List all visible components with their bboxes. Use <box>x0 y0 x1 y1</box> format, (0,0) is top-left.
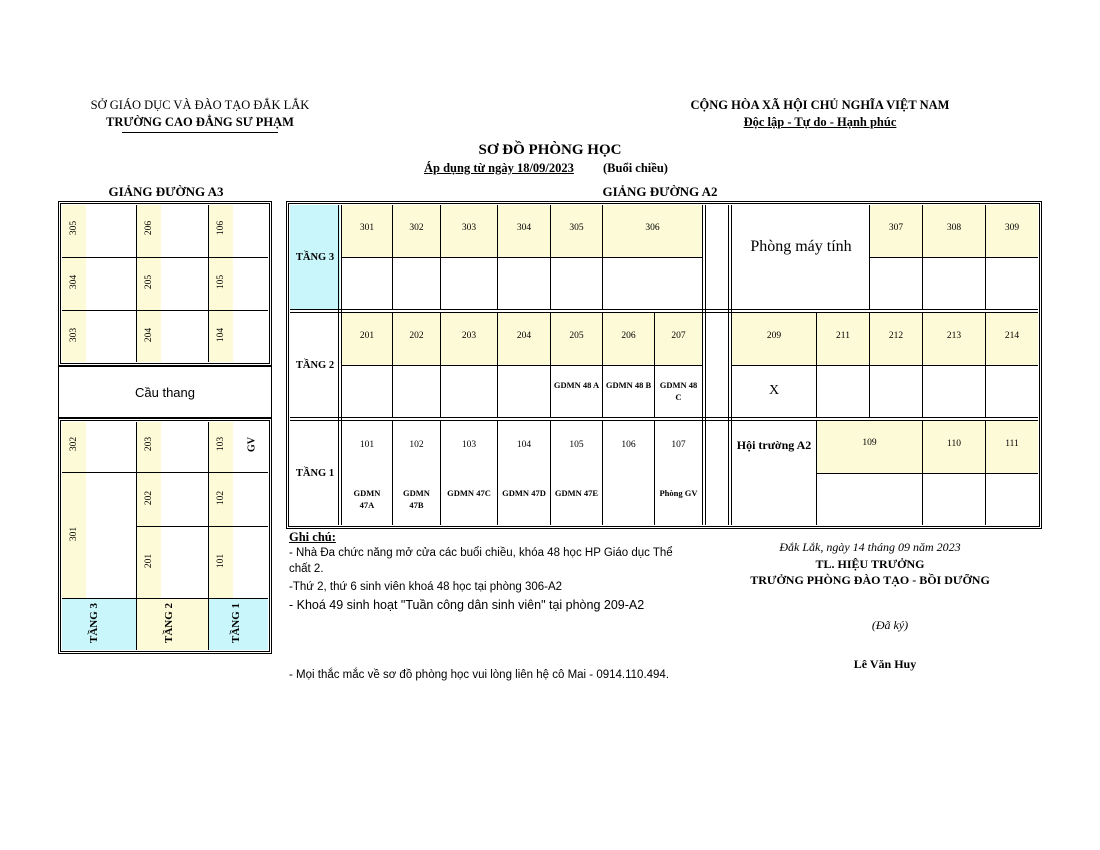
room-303: 303 <box>69 327 79 343</box>
a2-room-305: 305 <box>569 223 584 233</box>
a2-class-105: GDMN 47E <box>554 488 599 498</box>
a3-bottom-grid <box>62 422 268 650</box>
room-102: 102 <box>216 490 226 506</box>
room-304: 304 <box>69 274 79 290</box>
a2-room-105: 105 <box>569 440 584 450</box>
room-203: 203 <box>144 436 154 452</box>
signer-name: Lê Văn Huy <box>853 657 917 671</box>
room-104: 104 <box>216 327 226 343</box>
stairs-label: Cầu thang <box>135 384 195 400</box>
a2-room-303: 303 <box>461 223 477 233</box>
room-101: 101 <box>216 553 226 569</box>
sign-role-2: TRƯỞNG PHÒNG ĐÀO TẠO - BỒI DƯỠNG <box>750 573 990 587</box>
a2-class-103: GDMN 47C <box>447 488 491 498</box>
a2-room-204: 204 <box>516 331 532 341</box>
a2-room-304: 304 <box>516 223 532 233</box>
a2-room-209: 209 <box>766 331 782 341</box>
signed-mark: (Đã ký) <box>871 618 909 632</box>
room-205: 205 <box>144 274 154 290</box>
a2-room-109: 109 <box>862 438 877 448</box>
a2-floor-1: TẦNG 1 <box>295 467 335 479</box>
a2-room-308: 308 <box>946 223 962 233</box>
session-label: (Buổi chiều) <box>603 161 668 175</box>
gv-label: GV <box>246 437 258 452</box>
a3-title: GIẢNG ĐƯỜNG A3 <box>108 184 224 199</box>
a2-room-207: 207 <box>671 331 686 341</box>
school-name: TRƯỜNG CAO ĐẲNG SƯ PHẠM <box>106 115 294 129</box>
a2-room-104: 104 <box>516 440 532 450</box>
a2-room-102: 102 <box>409 440 424 450</box>
hall-a2: Hội trường A2 <box>736 438 812 452</box>
a2-room-302: 302 <box>409 223 424 233</box>
a2-room-103: 103 <box>461 440 477 450</box>
ministry-name: SỞ GIÁO DỤC VÀ ĐÀO TẠO ĐẮK LẮK <box>90 98 310 112</box>
a2-room-214: 214 <box>1004 331 1020 341</box>
sign-date: Đắk Lắk, ngày 14 tháng 09 năm 2023 <box>779 540 961 554</box>
a2-class-104: GDMN 47D <box>502 488 546 498</box>
nation-motto: Độc lập - Tự do - Hạnh phúc <box>743 115 897 129</box>
note-line-4: - Mọi thắc mắc về sơ đồ phòng học vui lòng liên hệ cô Mai - 0914.110.494. <box>289 669 670 681</box>
a2-room-111: 111 <box>1005 439 1019 449</box>
a2-room-213: 213 <box>946 331 962 341</box>
room-305: 305 <box>69 220 79 236</box>
notes-title: Ghi chú: <box>289 530 336 544</box>
room-204: 204 <box>144 327 154 343</box>
a2-class-207: GDMN 48 C <box>659 380 698 402</box>
a2-room-205: 205 <box>569 331 584 341</box>
a2-title: GIẢNG ĐƯỜNG A2 <box>602 184 718 199</box>
x-mark: X <box>768 383 780 398</box>
nation-name: CỘNG HÒA XÃ HỘI CHỦ NGHĨA VIỆT NAM <box>690 98 950 112</box>
a2-grid <box>290 205 1038 525</box>
a2-class-101: GDMN 47A <box>353 488 381 510</box>
a2-room-212: 212 <box>888 331 904 341</box>
a2-room-211: 211 <box>836 331 850 341</box>
a2-room-202: 202 <box>409 331 424 341</box>
a2-class-102: GDMN 47B <box>403 488 430 510</box>
a2-room-306: 306 <box>645 223 660 233</box>
a3-floor-3: TẦNG 3 <box>88 602 100 644</box>
room-103: 103 <box>216 436 226 452</box>
note-line-1a: - Nhà Đa chức năng mở cửa các buổi chiều, khóa 48 học HP Giáo dục Thể <box>289 547 673 559</box>
a2-class-107: Phòng GV <box>659 488 698 498</box>
computer-room: Phòng máy tính <box>750 238 852 255</box>
a2-room-101: 101 <box>359 440 375 450</box>
a2-floor-3: TẦNG 3 <box>295 251 335 263</box>
room-302: 302 <box>69 436 79 452</box>
a2-room-110: 110 <box>947 439 961 449</box>
a2-room-203: 203 <box>461 331 477 341</box>
page-title: SƠ ĐỒ PHÒNG HỌC <box>478 142 622 158</box>
room-202: 202 <box>144 490 154 506</box>
a2-room-206: 206 <box>621 331 636 341</box>
a2-room-106: 106 <box>621 440 636 450</box>
a2-room-201: 201 <box>359 331 375 341</box>
a2-class-206: GDMN 48 B <box>605 380 652 390</box>
room-301: 301 <box>69 526 79 542</box>
a3-top-grid <box>62 205 268 362</box>
a2-room-307: 307 <box>888 223 904 233</box>
note-line-1b: chất 2. <box>289 563 324 575</box>
room-106: 106 <box>216 220 226 236</box>
apply-date: Áp dụng từ ngày 18/09/2023 <box>424 161 574 175</box>
school-underline <box>122 132 278 133</box>
note-line-3: - Khoá 49 sinh hoạt "Tuần công dân sinh viên" tại phòng 209-A2 <box>289 598 645 612</box>
a3-floor-1: TẦNG 1 <box>230 602 242 644</box>
a2-class-205: GDMN 48 A <box>553 380 600 390</box>
a2-room-309: 309 <box>1004 223 1020 233</box>
stairs <box>58 366 272 418</box>
a2-room-107: 107 <box>671 440 686 450</box>
room-206: 206 <box>144 220 154 236</box>
sign-role-1: TL. HIỆU TRƯỞNG <box>815 557 925 571</box>
note-line-2: -Thứ 2, thứ 6 sinh viên khoá 48 học tại phòng 306-A2 <box>289 581 563 593</box>
a3-floor-2: TẦNG 2 <box>163 602 175 644</box>
room-105: 105 <box>216 274 226 290</box>
a2-floor-2: TẦNG 2 <box>295 359 335 371</box>
a2-room-301: 301 <box>359 223 375 233</box>
room-201: 201 <box>144 553 154 569</box>
